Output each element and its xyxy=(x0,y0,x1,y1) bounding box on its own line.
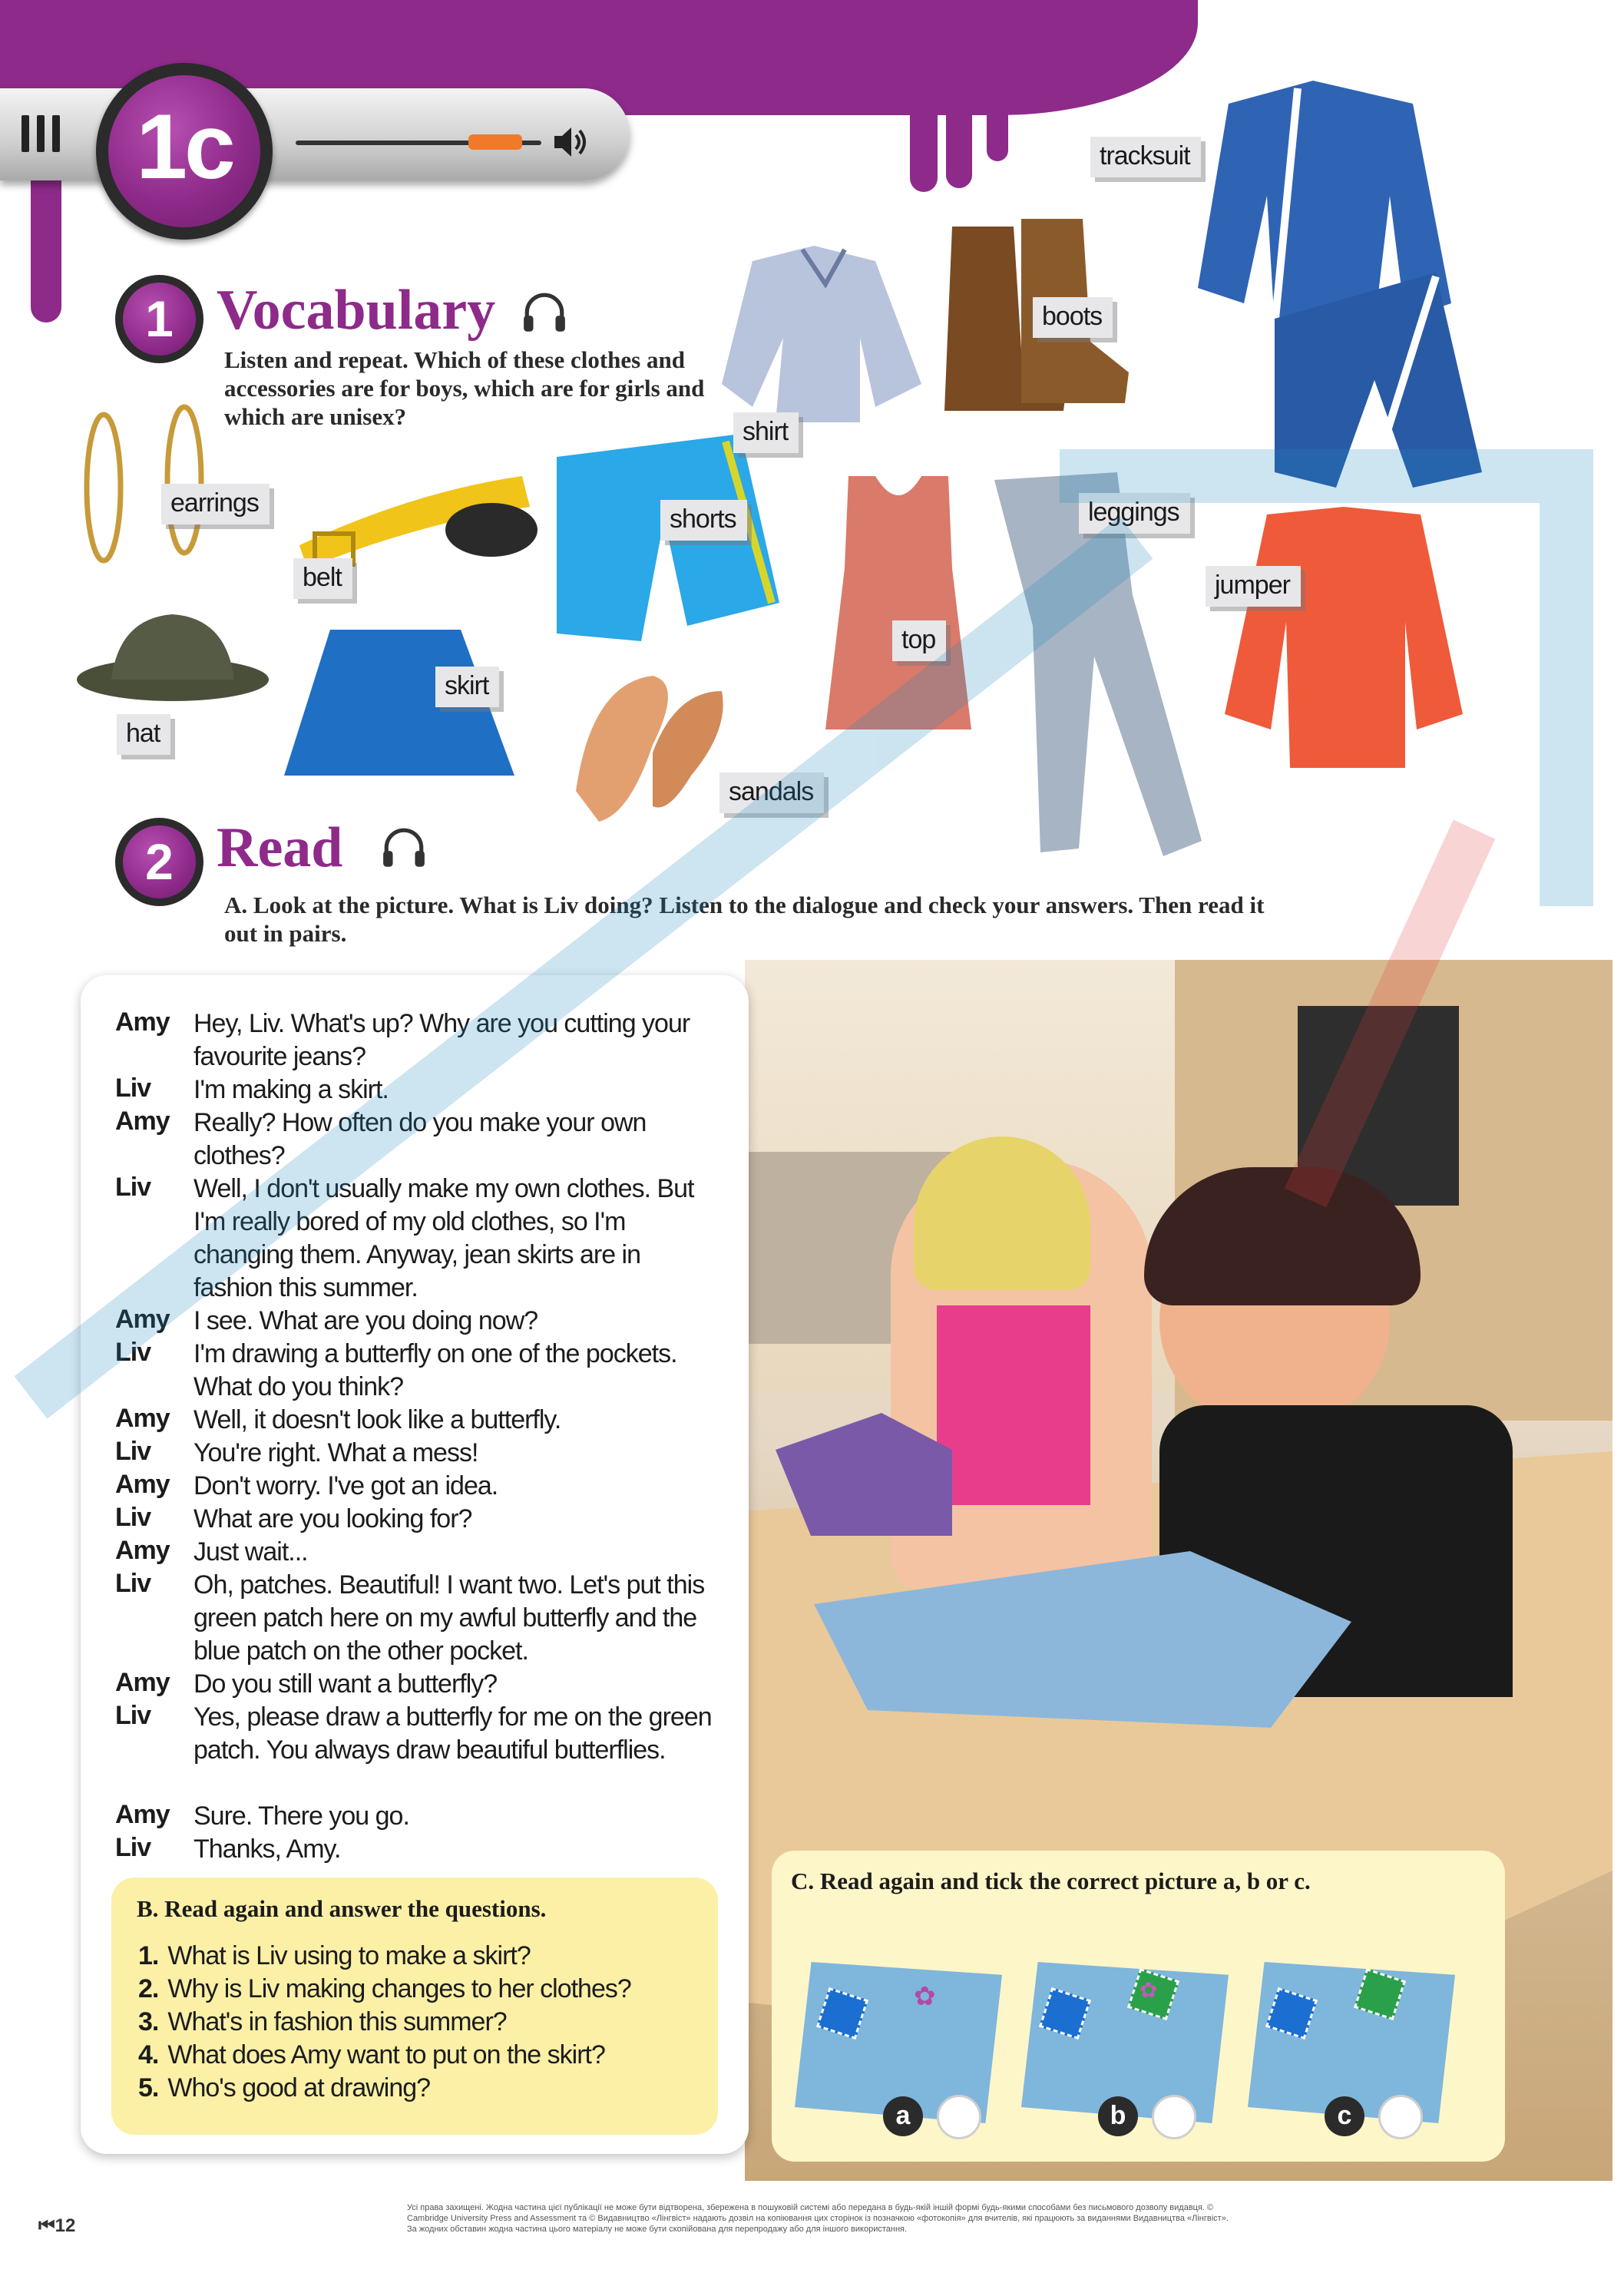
dialogue-speaker: Liv xyxy=(115,1173,151,1202)
label-belt: belt xyxy=(293,558,352,599)
dialogue-line: Oh, patches. Beautiful! I want two. Let's put this green patch here on my awful butterfly and the blue patch on the other pocket. xyxy=(193,1570,705,1666)
dialogue-line: Sure. There you go. xyxy=(193,1801,409,1831)
dialogue-line: Really? How often do you make your own clothes? xyxy=(193,1108,647,1170)
label-earrings: earrings xyxy=(161,484,270,524)
unit-header-bar xyxy=(0,88,630,180)
dialogue-speaker: Amy xyxy=(115,1470,170,1499)
dialogue-speaker: Liv xyxy=(115,1074,151,1103)
dialogue-speaker: Amy xyxy=(115,1107,170,1136)
dialogue-line: You're right. What a mess! xyxy=(193,1438,478,1467)
dialogue-speaker: Amy xyxy=(115,1536,170,1565)
dialogue-line: Hey, Liv. What's up? Why are you cutting your favourite jeans? xyxy=(193,1009,690,1071)
menu-bars-icon xyxy=(21,115,83,154)
label-jumper: jumper xyxy=(1206,566,1301,607)
question-number: 5. xyxy=(138,2073,159,2102)
sandals-image xyxy=(561,660,737,829)
label-tracksuit: tracksuit xyxy=(1090,137,1201,177)
speaker-icon[interactable] xyxy=(551,123,590,161)
page-number: ⏮12 xyxy=(38,2215,76,2236)
option-a-label: a xyxy=(883,2096,923,2136)
section-number: 2 xyxy=(123,825,196,898)
vocabulary-title: Vocabulary xyxy=(217,279,496,342)
page-back-icon[interactable]: ⏮ xyxy=(38,2215,55,2236)
dialogue-speaker: Amy xyxy=(115,1305,170,1334)
dialogue-speaker: Liv xyxy=(115,1569,151,1598)
question-number: 4. xyxy=(138,2040,159,2069)
dialogue-line: What are you looking for? xyxy=(193,1504,472,1533)
audio-slider-knob[interactable] xyxy=(468,134,522,150)
dialogue-line: Just wait... xyxy=(193,1537,308,1567)
question-text: What is Liv using to make a skirt? xyxy=(167,1941,531,1970)
option-b-checkbox[interactable] xyxy=(1152,2095,1196,2139)
shirt-image xyxy=(722,230,929,430)
dialogue-speaker: Amy xyxy=(115,1404,170,1433)
butterfly-icon: ✿ xyxy=(914,1982,936,2011)
paint-drip xyxy=(987,92,1008,161)
headphones-icon[interactable] xyxy=(521,290,568,338)
question-item xyxy=(138,1974,631,2004)
question-text: What does Amy want to put on the skirt? xyxy=(167,2040,605,2069)
unit-label: 1c xyxy=(136,95,233,198)
option-b-label: b xyxy=(1098,2096,1138,2136)
vocabulary-instruction: Listen and repeat. Which of these clothes and accessories are for boys, which are for girls and which are unisex? xyxy=(224,346,705,430)
dialogue-line: Do you still want a butterfly? xyxy=(193,1669,498,1699)
question-text: Who's good at drawing? xyxy=(167,2073,431,2102)
section-number: 1 xyxy=(123,283,196,356)
question-item xyxy=(138,2073,430,2103)
label-boots: boots xyxy=(1033,297,1113,338)
question-item xyxy=(138,1941,531,1971)
dialogue-line: Don't worry. I've got an idea. xyxy=(193,1471,498,1500)
dialogue-speaker: Liv xyxy=(115,1701,151,1730)
dialogue-line: Yes, please draw a butterfly for me on the green patch. You always draw beautiful butterflies. xyxy=(193,1702,712,1765)
legal-notice: Усі права захищені. Жодна частина цієї публікації не може бути відтворена, збережена в пошуковій системі або передана в будь-якій іншій формі будь-якими способами без письмового дозволу видавця. © Cambridge University Press and Assessment та © Видавництво «Лінгвіст» надають дозвіл на копіювання цих сторінок із позначкою «фотокопія» для вчителів, які працюють за виданнями Видавництва «Лінгвіст». За жодних обставин жодна частина цього матеріалу не може бути скопійована для перепродажу або для іншого використання. xyxy=(407,2203,1229,2234)
headphones-icon[interactable] xyxy=(380,825,428,873)
dialogue-speaker: Liv xyxy=(115,1437,151,1466)
dialogue-speaker: Liv xyxy=(115,1338,151,1367)
option-c-label: c xyxy=(1325,2096,1364,2136)
question-number: 2. xyxy=(138,1974,159,2003)
question-item xyxy=(138,2007,507,2037)
dialogue-line: Well, I don't usually make my own clothes. But I'm really bored of my old clothes, so I'm changing them. Anyway, jean skirts are in fashion this summer. xyxy=(193,1174,694,1302)
dialogue-line: Thanks, Amy. xyxy=(193,1834,341,1864)
dialogue-speaker: Amy xyxy=(115,1668,170,1697)
read-instruction-a: A. Look at the picture. What is Liv doing? Listen to the dialogue and check your answers. Then read it out in pairs. xyxy=(224,892,1265,947)
label-sandals: sandals xyxy=(719,773,824,813)
paint-drip xyxy=(910,77,938,192)
jumper-image xyxy=(1221,499,1467,776)
tracksuit-image xyxy=(1182,73,1490,495)
question-item xyxy=(138,2040,605,2070)
label-shorts: shorts xyxy=(660,500,747,541)
task-c-title: C. Read again and tick the correct picture a, b or c. xyxy=(791,1868,1311,1894)
dialogue-speaker: Amy xyxy=(115,1800,170,1829)
question-number: 1. xyxy=(138,1941,159,1970)
dialogue-line: I'm drawing a butterfly on one of the pockets. What do you think? xyxy=(193,1339,677,1401)
label-shirt: shirt xyxy=(733,412,799,453)
read-title: Read xyxy=(217,816,343,879)
option-c-checkbox[interactable] xyxy=(1378,2095,1423,2139)
label-top: top xyxy=(892,620,946,661)
butterfly-icon: ✿ xyxy=(1139,1978,1158,2002)
label-skirt: skirt xyxy=(435,667,499,707)
dialogue-line: I'm making a skirt. xyxy=(193,1075,389,1104)
hat-image xyxy=(73,607,273,706)
question-text: Why is Liv making changes to her clothes? xyxy=(167,1974,631,2003)
top-image xyxy=(818,468,979,737)
dialogue-speaker: Liv xyxy=(115,1833,151,1862)
dialogue-line: I see. What are you doing now? xyxy=(193,1306,538,1335)
dialogue-line: Well, it doesn't look like a butterfly. xyxy=(193,1405,561,1434)
label-leggings: leggings xyxy=(1079,493,1190,534)
paint-drip xyxy=(946,84,972,188)
question-text: What's in fashion this summer? xyxy=(167,2007,507,2036)
dialogue-speaker: Liv xyxy=(115,1503,151,1532)
option-a-checkbox[interactable] xyxy=(937,2095,981,2139)
dialogue-speaker: Amy xyxy=(115,1007,170,1037)
question-number: 3. xyxy=(138,2007,159,2036)
label-hat: hat xyxy=(117,714,170,755)
questions-b-title: B. Read again and answer the questions. xyxy=(137,1895,547,1922)
